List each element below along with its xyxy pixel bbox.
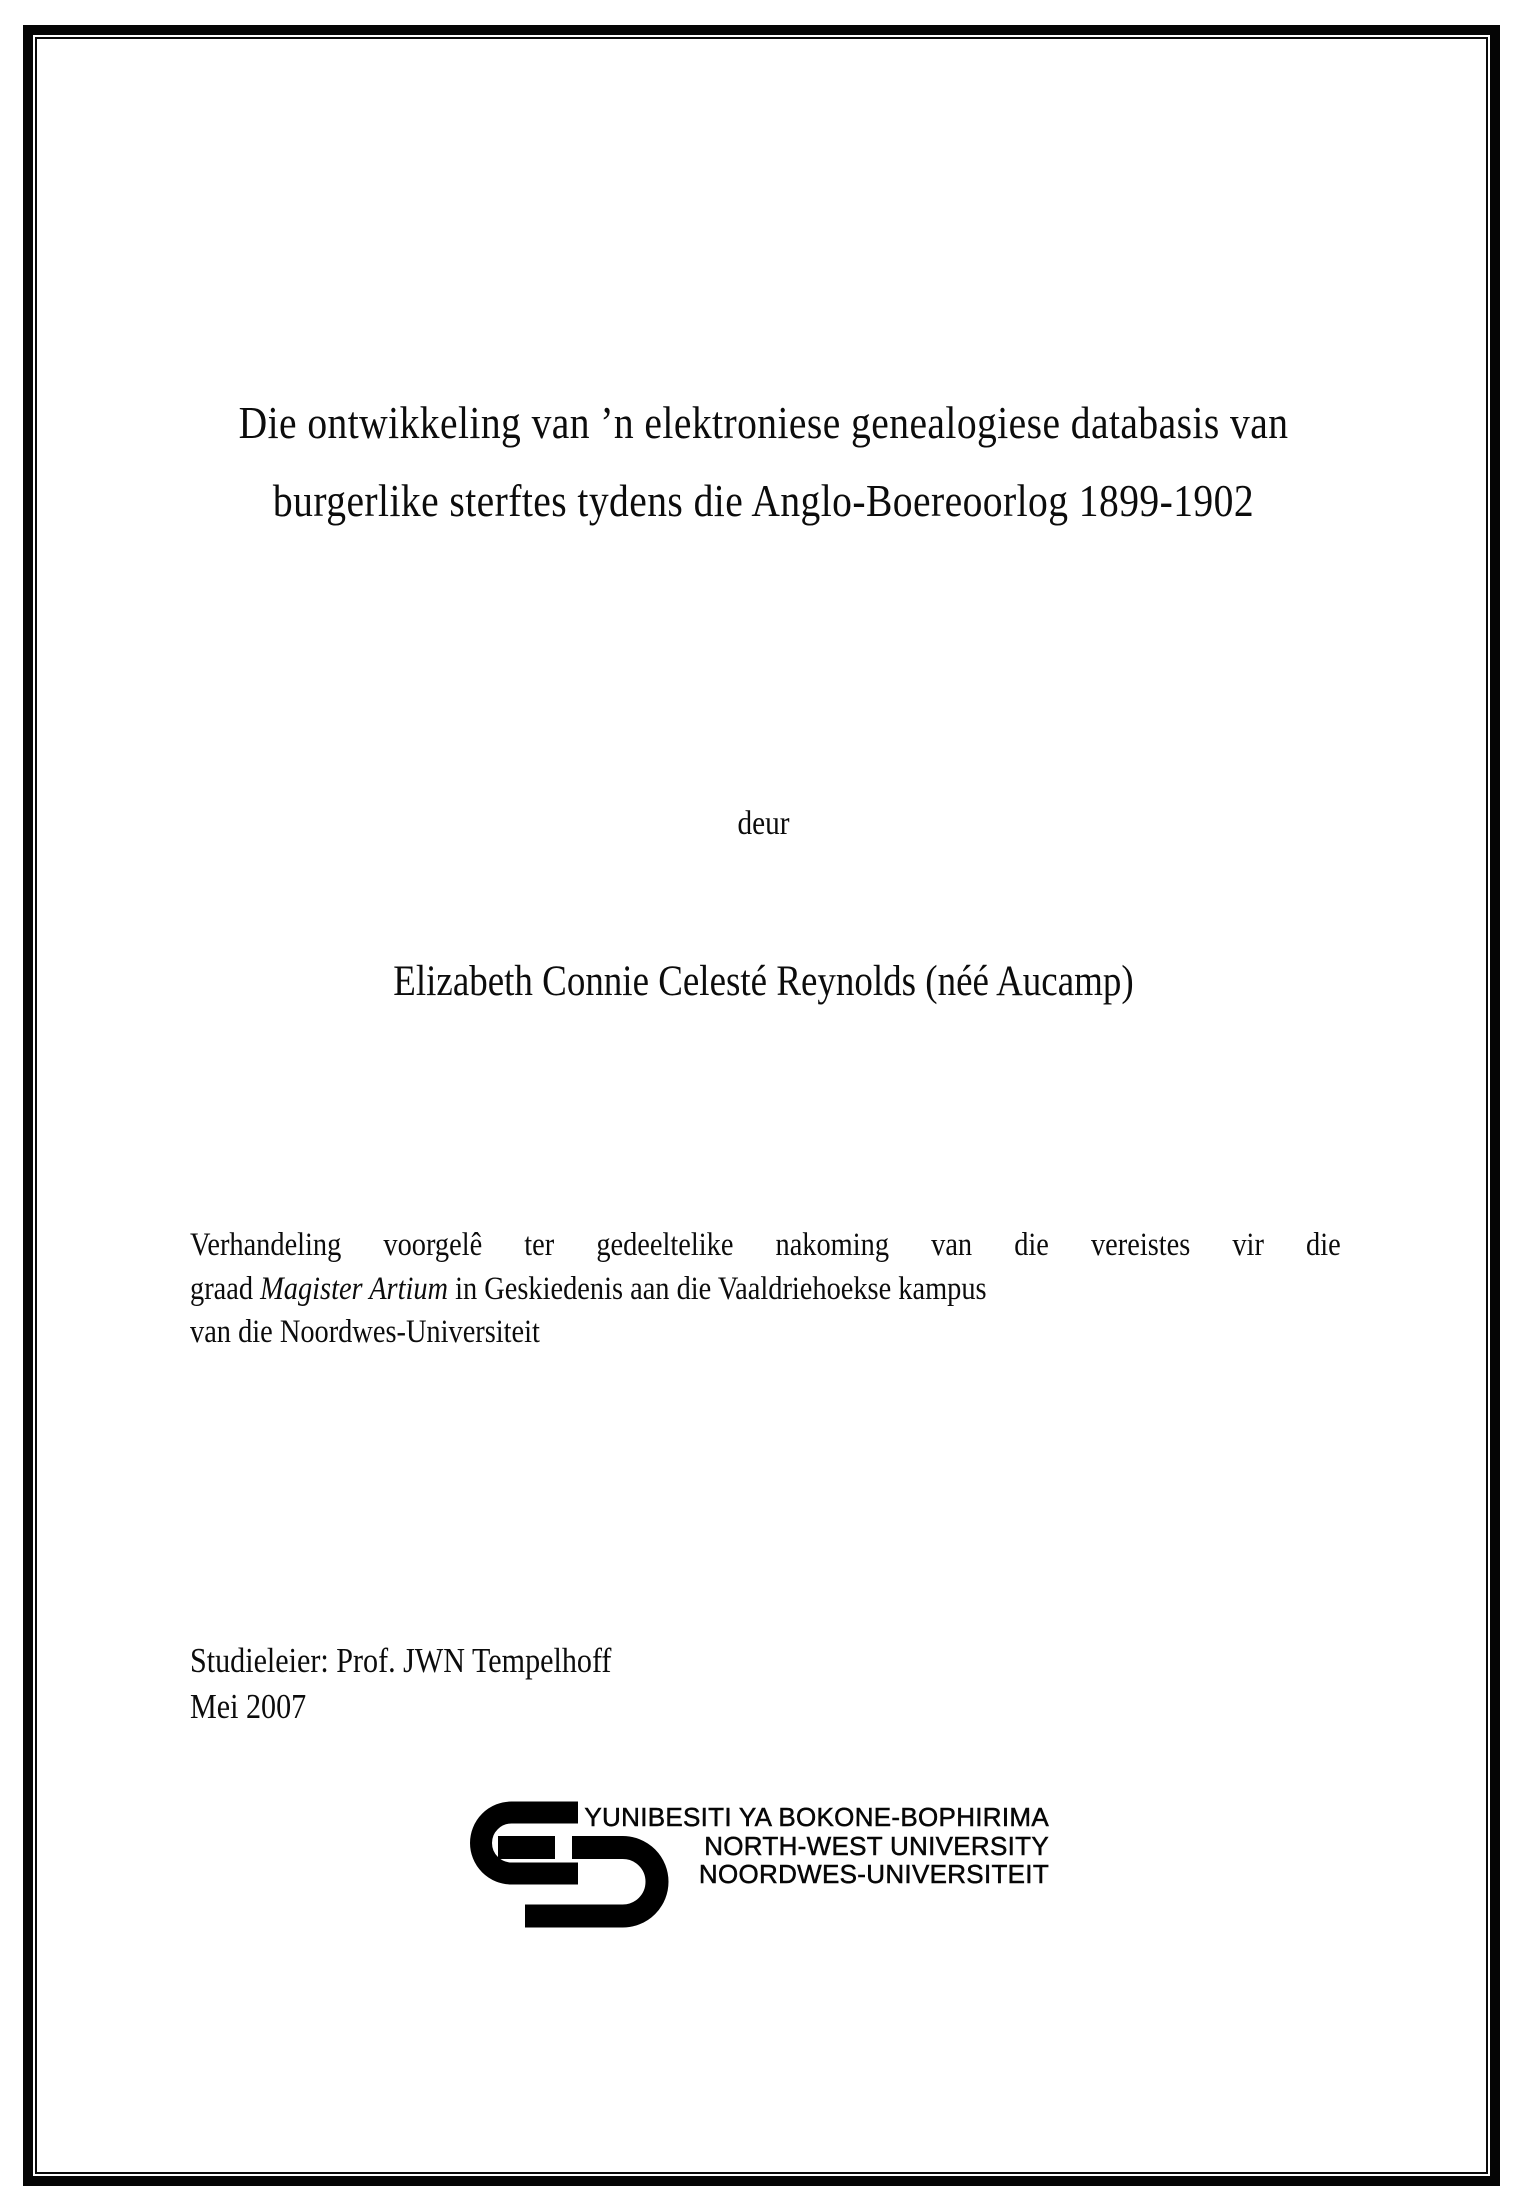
thesis-title [107, 384, 1420, 540]
date-line: Mei 2007 [190, 1687, 307, 1726]
university-logo-text [549, 1803, 1049, 1889]
author-name: Elizabeth Connie Celesté Reynolds (néé Aucamp) [393, 958, 1134, 1005]
logo-line-setswana: YUNIBESITI YA BOKONE-BOPHIRIMA [584, 1802, 1049, 1832]
thesis-title-line1: Die ontwikkeling van ’n elektroniese genealogiese databasis van [238, 397, 1289, 448]
submission-line1: Verhandeling voorgelê ter gedeeltelike nakoming van die vereistes vir die [190, 1227, 1341, 1263]
logo-line-english: NORTH-WEST UNIVERSITY [704, 1830, 1049, 1861]
submission-statement [190, 1224, 1341, 1355]
submission-line3: van die Noordwes-Universiteit [190, 1314, 540, 1350]
degree-name-italic: Magister Artium [260, 1270, 449, 1307]
byline-deur: deur [737, 805, 790, 842]
submission-line2-post: in Geskiedenis aan die Vaaldriehoekse kampus [448, 1270, 987, 1307]
thesis-title-line2: burgerlike sterftes tydens die Anglo-Boereoorlog 1899-1902 [272, 475, 1255, 526]
supervisor-and-date [190, 1638, 611, 1730]
submission-line2 [190, 1268, 1341, 1312]
supervisor-line: Studieleier: Prof. JWN Tempelhoff [190, 1641, 612, 1680]
submission-line2-pre: graad [190, 1270, 261, 1307]
logo-line-afrikaans: NOORDWES-UNIVERSITEIT [698, 1859, 1049, 1890]
